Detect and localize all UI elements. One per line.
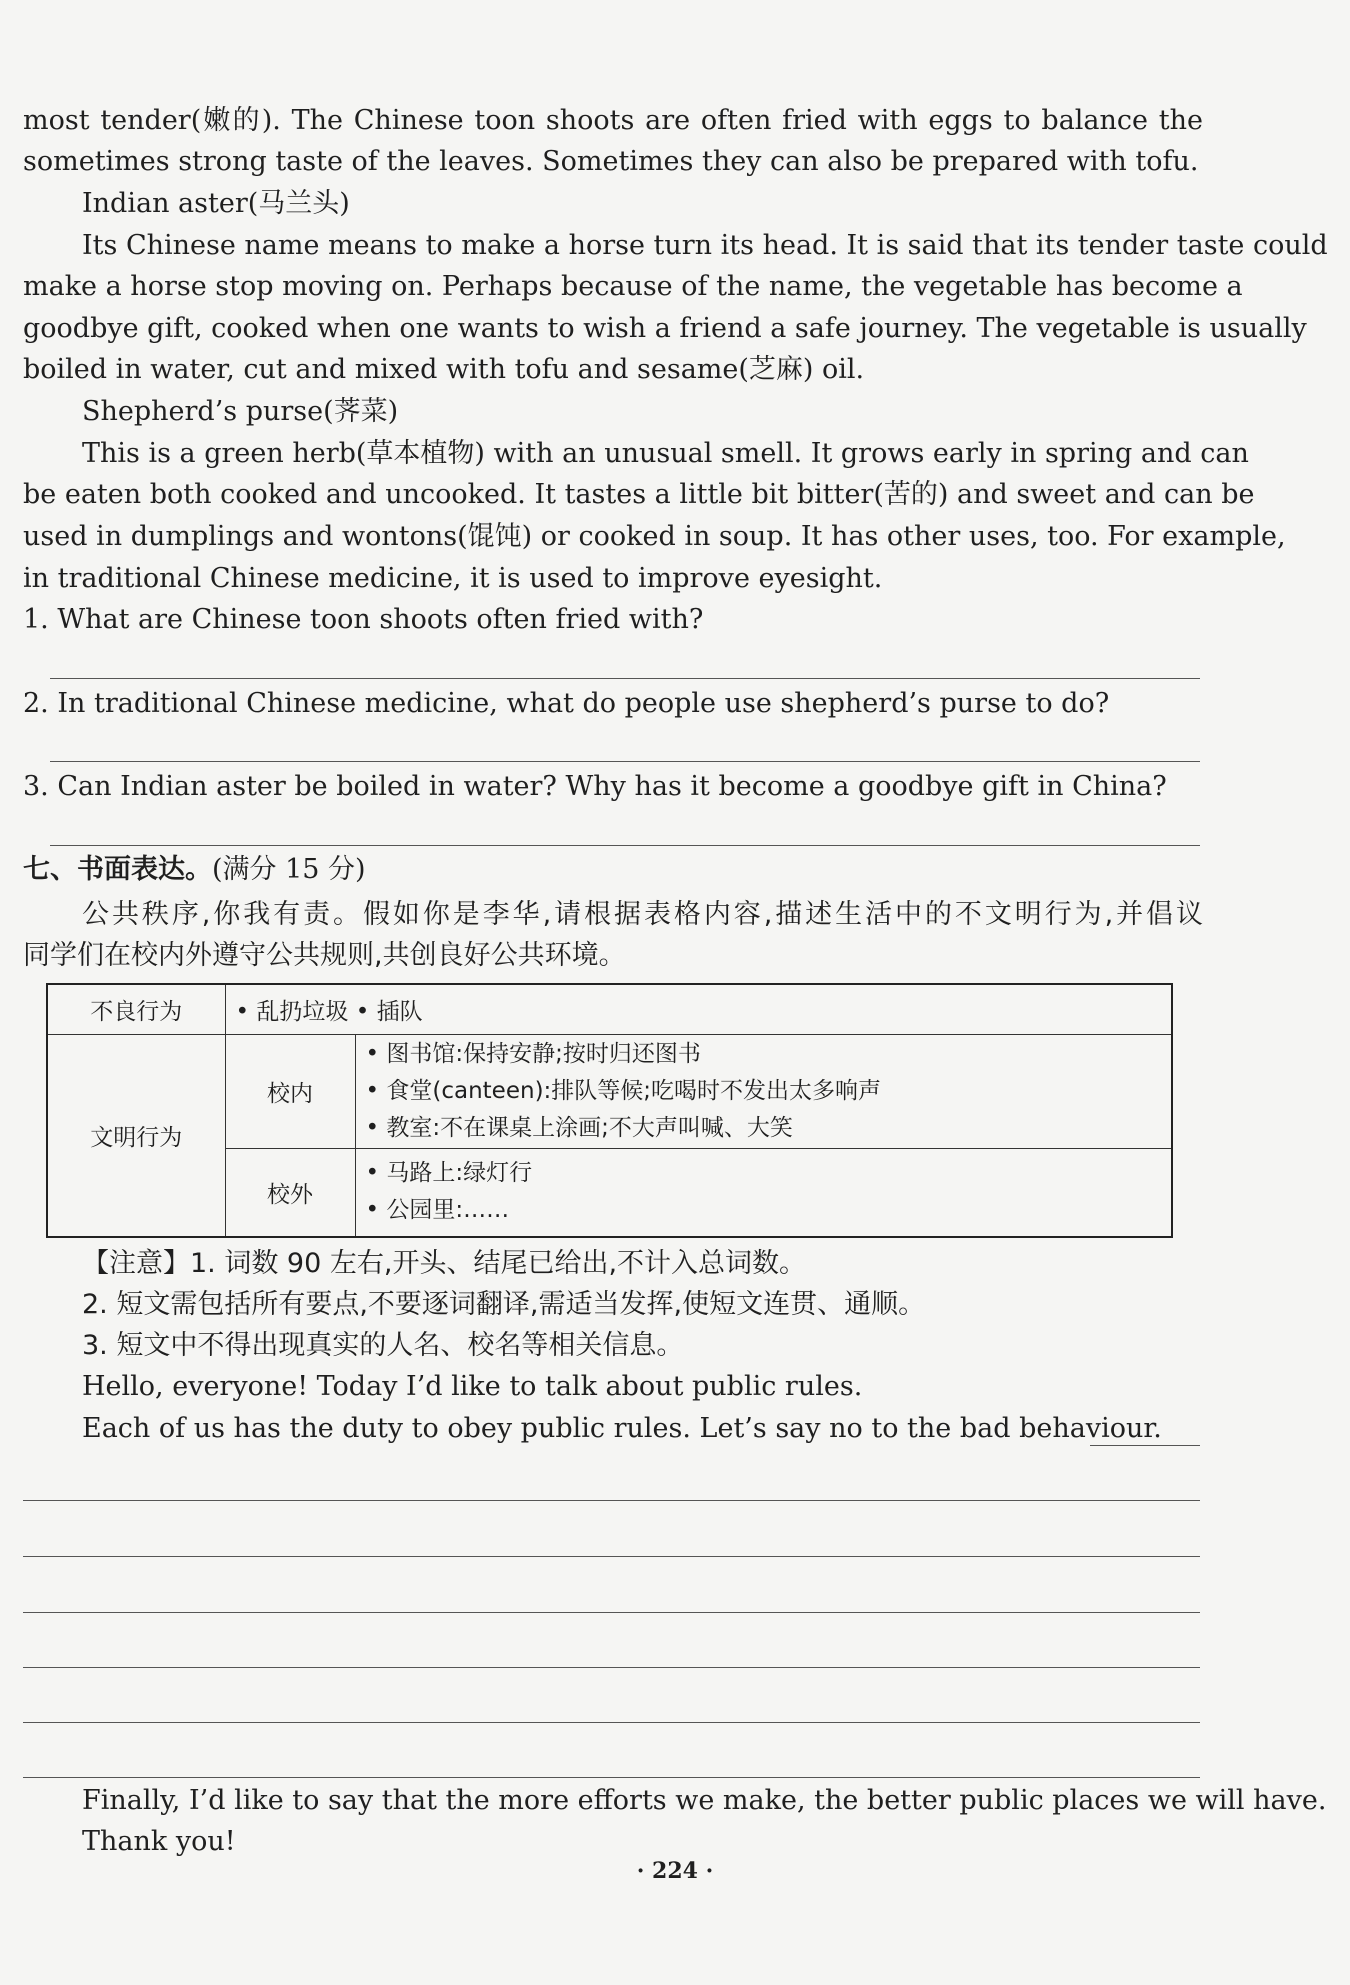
passage-line: in traditional Chinese medicine, it is used to improve eyesight. [23, 563, 883, 594]
outside-school-label: 校外 [225, 1148, 355, 1237]
bad-behaviour-label: 不良行为 [47, 984, 225, 1034]
inside-item: • 食堂(canteen):排队等候;吃喝时不发出太多响声 [365, 1077, 882, 1104]
inside-school-items [355, 1034, 1172, 1148]
note-line: 2. 短文需包括所有要点,不要逐词翻译,需适当发挥,使短文连贯、通顺。 [82, 1289, 926, 1320]
question-2: 2. In traditional Chinese medicine, what do people use shepherd’s purse to do? [23, 688, 1110, 719]
passage-line: goodbye gift, cooked when one wants to wish a friend a safe journey. The vegetable is usually [23, 313, 1307, 344]
closing-line: Finally, I’d like to say that the more efforts we make, the better public places we will have. [82, 1785, 1327, 1816]
bad-behaviour-items: • 乱扔垃圾 • 插队 [225, 984, 1172, 1034]
writing-line[interactable] [23, 1556, 1200, 1557]
subheading-indian-aster: Indian aster(马兰头) [82, 188, 350, 219]
subheading-shepherds-purse: Shepherd’s purse(荠菜) [82, 396, 399, 427]
section-score: (满分 15 分) [212, 854, 366, 885]
writing-line[interactable] [23, 1667, 1200, 1668]
opening-line: Hello, everyone! Today I’d like to talk about public rules. [82, 1371, 863, 1402]
note-line: 【注意】1. 词数 90 左右,开头、结尾已给出,不计入总词数。 [82, 1248, 807, 1279]
writing-line[interactable] [23, 1722, 1200, 1723]
passage-line: most tender(嫩的). The Chinese toon shoots are often fried with eggs to balance the [23, 105, 1203, 136]
note-line: 3. 短文中不得出现真实的人名、校名等相关信息。 [82, 1330, 684, 1361]
prompt-line: 同学们在校内外遵守公共规则,共创良好公共环境。 [23, 940, 626, 971]
writing-line[interactable] [23, 1777, 1200, 1778]
answer-line-2[interactable] [50, 761, 1200, 762]
question-3: 3. Can Indian aster be boiled in water? Why has it become a goodbye gift in China? [23, 771, 1167, 802]
closing-line: Thank you! [82, 1826, 236, 1857]
answer-line-3[interactable] [50, 845, 1200, 846]
behaviour-table [46, 983, 1173, 1238]
answer-line-1[interactable] [50, 678, 1200, 679]
writing-line[interactable] [23, 1500, 1200, 1501]
writing-line[interactable] [23, 1612, 1200, 1613]
outside-item: • 马路上:绿灯行 [365, 1160, 533, 1187]
question-1: 1. What are Chinese toon shoots often fried with? [23, 604, 704, 635]
opening-line: Each of us has the duty to obey public rules. Let’s say no to the bad behaviour. [82, 1413, 1162, 1444]
outside-item: • 公园里:…… [365, 1197, 510, 1224]
section-heading [23, 849, 1203, 890]
page-number: · 224 · [636, 1858, 714, 1884]
passage-line: This is a green herb(草本植物) with an unusual smell. It grows early in spring and can [82, 438, 1249, 469]
passage-line: used in dumplings and wontons(馄饨) or cooked in soup. It has other uses, too. For example, [23, 521, 1286, 552]
inside-item: • 教室:不在课桌上涂画;不大声叫喊、大笑 [365, 1114, 793, 1141]
good-behaviour-label: 文明行为 [47, 1034, 225, 1237]
prompt-line: 公共秩序,你我有责。假如你是李华,请根据表格内容,描述生活中的不文明行为,并倡议 [82, 899, 1203, 930]
passage-line: be eaten both cooked and uncooked. It tastes a little bit bitter(苦的) and sweet and can be [23, 479, 1255, 510]
passage-line: boiled in water, cut and mixed with tofu and sesame(芝麻) oil. [23, 354, 865, 385]
writing-line[interactable] [1090, 1445, 1200, 1446]
passage-line: make a horse stop moving on. Perhaps because of the name, the vegetable has become a [23, 271, 1243, 302]
inside-item: • 图书馆:保持安静;按时归还图书 [365, 1040, 701, 1067]
outside-school-items [355, 1148, 1172, 1237]
passage-line: Its Chinese name means to make a horse turn its head. It is said that its tender taste could [82, 230, 1328, 261]
section-title: 七、书面表达。 [23, 854, 212, 885]
passage-line: sometimes strong taste of the leaves. Sometimes they can also be prepared with tofu. [23, 146, 1199, 177]
inside-school-label: 校内 [225, 1034, 355, 1148]
